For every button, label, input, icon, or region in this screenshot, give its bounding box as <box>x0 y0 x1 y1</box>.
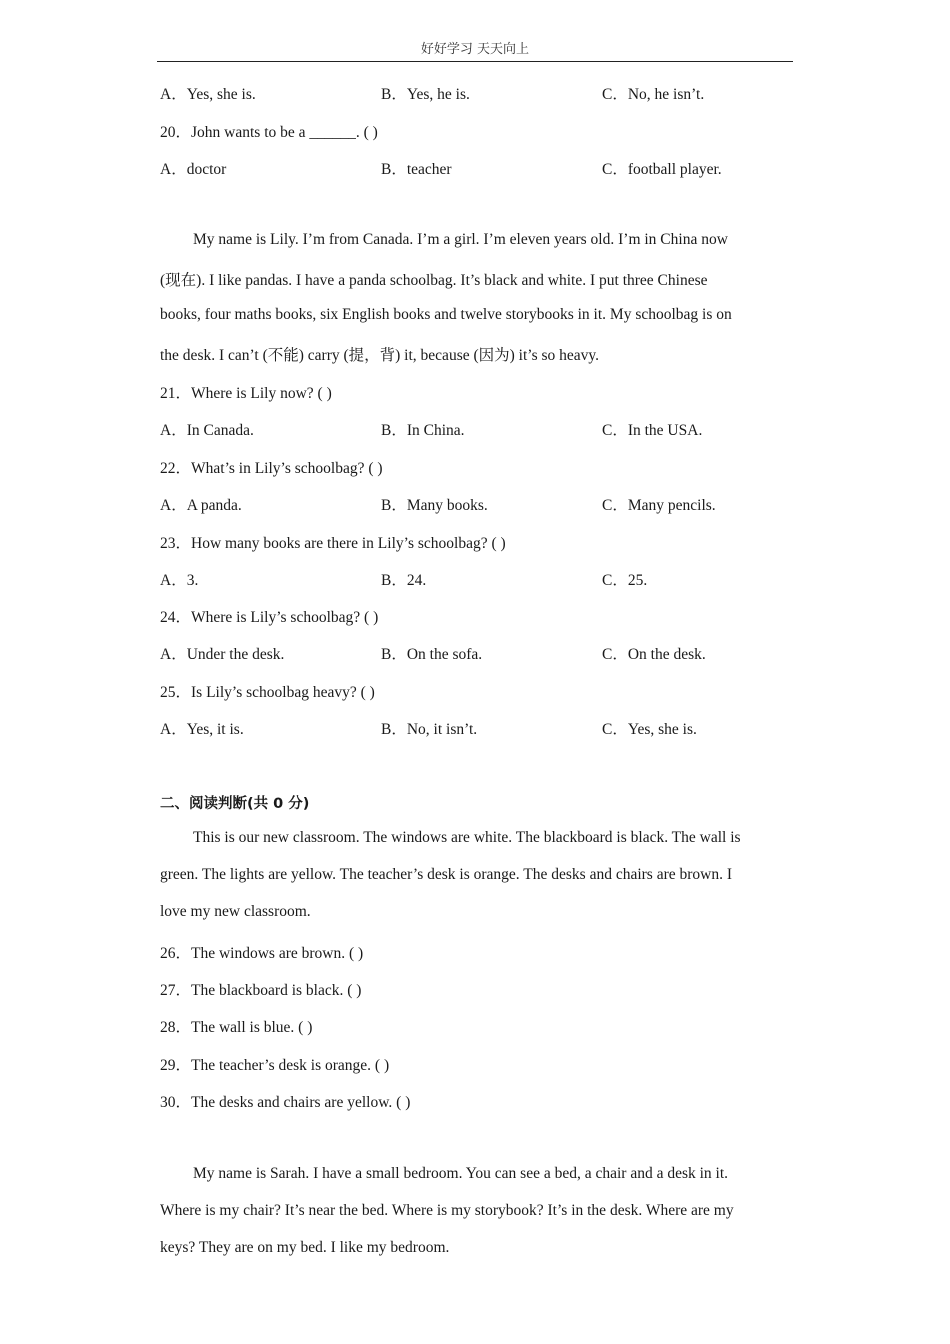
section-2-title: 二、阅读判断(共 0 分) <box>160 796 310 812</box>
q22-stem: 22．What’s in Lily’s schoolbag? ( ) <box>160 460 383 477</box>
passage3-line-1: My name is Sarah. I have a small bedroom. You can see a bed, a chair and a desk in it. <box>193 1165 729 1182</box>
judgement-26: 26．The windows are brown. ( ) <box>160 945 364 962</box>
passage3-line-3: keys? They are on my bed. I like my bedroom. <box>160 1239 450 1256</box>
passage2-line-1: This is our new classroom. The windows are white. The blackboard is black. The wall is <box>193 829 741 846</box>
q24-option-a: A．Under the desk. <box>160 646 285 663</box>
q19-option-a: A．Yes, she is. <box>160 86 256 103</box>
judgement-27: 27．The blackboard is black. ( ) <box>160 982 362 999</box>
q21-stem: 21．Where is Lily now? ( ) <box>160 385 332 402</box>
q24-option-b: B．On the sofa. <box>381 646 483 663</box>
q25-option-b: B．No, it isn’t. <box>381 721 478 738</box>
passage2-line-2: green. The lights are yellow. The teacher’s desk is orange. The desks and chairs are brown. I <box>160 866 733 883</box>
q20-stem: 20．John wants to be a ______. ( ) <box>160 124 378 141</box>
q24-option-c: C．On the desk. <box>602 646 706 663</box>
q25-option-c: C．Yes, she is. <box>602 721 697 738</box>
q19-option-c: C．No, he isn’t. <box>602 86 705 103</box>
judgement-28: 28．The wall is blue. ( ) <box>160 1019 313 1036</box>
passage1-line-3: books, four maths books, six English books and twelve storybooks in it. My schoolbag is on <box>160 306 732 323</box>
q20-option-c: C．football player. <box>602 161 722 178</box>
q21-option-b: B．In China. <box>381 422 465 439</box>
q25-stem: 25．Is Lily’s schoolbag heavy? ( ) <box>160 684 375 701</box>
q25-option-a: A．Yes, it is. <box>160 721 244 738</box>
q22-option-a: A．A panda. <box>160 497 242 514</box>
judgement-29: 29．The teacher’s desk is orange. ( ) <box>160 1057 390 1074</box>
q24-stem: 24．Where is Lily’s schoolbag? ( ) <box>160 609 379 626</box>
passage1-line-4: the desk. I can’t (不能) carry (提，背) it, because (因为) it’s so heavy. <box>160 347 600 364</box>
q23-option-c: C．25. <box>602 572 648 589</box>
q20-option-a: A．doctor <box>160 161 227 178</box>
passage1-line-2: (现在). I like pandas. I have a panda schoolbag. It’s black and white. I put three Chinese <box>160 272 708 289</box>
passage1-line-1: My name is Lily. I’m from Canada. I’m a girl. I’m eleven years old. I’m in China now <box>193 231 728 248</box>
header-divider <box>157 61 793 62</box>
q23-stem: 23．How many books are there in Lily’s schoolbag? ( ) <box>160 535 506 552</box>
q22-option-b: B．Many books. <box>381 497 488 514</box>
q23-option-b: B．24. <box>381 572 427 589</box>
passage2-line-3: love my new classroom. <box>160 903 311 920</box>
q21-option-a: A．In Canada. <box>160 422 254 439</box>
passage3-line-2: Where is my chair? It’s near the bed. Where is my storybook? It’s in the desk. Where are my <box>160 1202 734 1219</box>
judgement-30: 30．The desks and chairs are yellow. ( ) <box>160 1094 411 1111</box>
q21-option-c: C．In the USA. <box>602 422 703 439</box>
q22-option-c: C．Many pencils. <box>602 497 716 514</box>
q23-option-a: A．3. <box>160 572 199 589</box>
q19-option-b: B．Yes, he is. <box>381 86 470 103</box>
q20-option-b: B．teacher <box>381 161 452 178</box>
page-header: 好好学习 天天向上 <box>420 42 530 57</box>
